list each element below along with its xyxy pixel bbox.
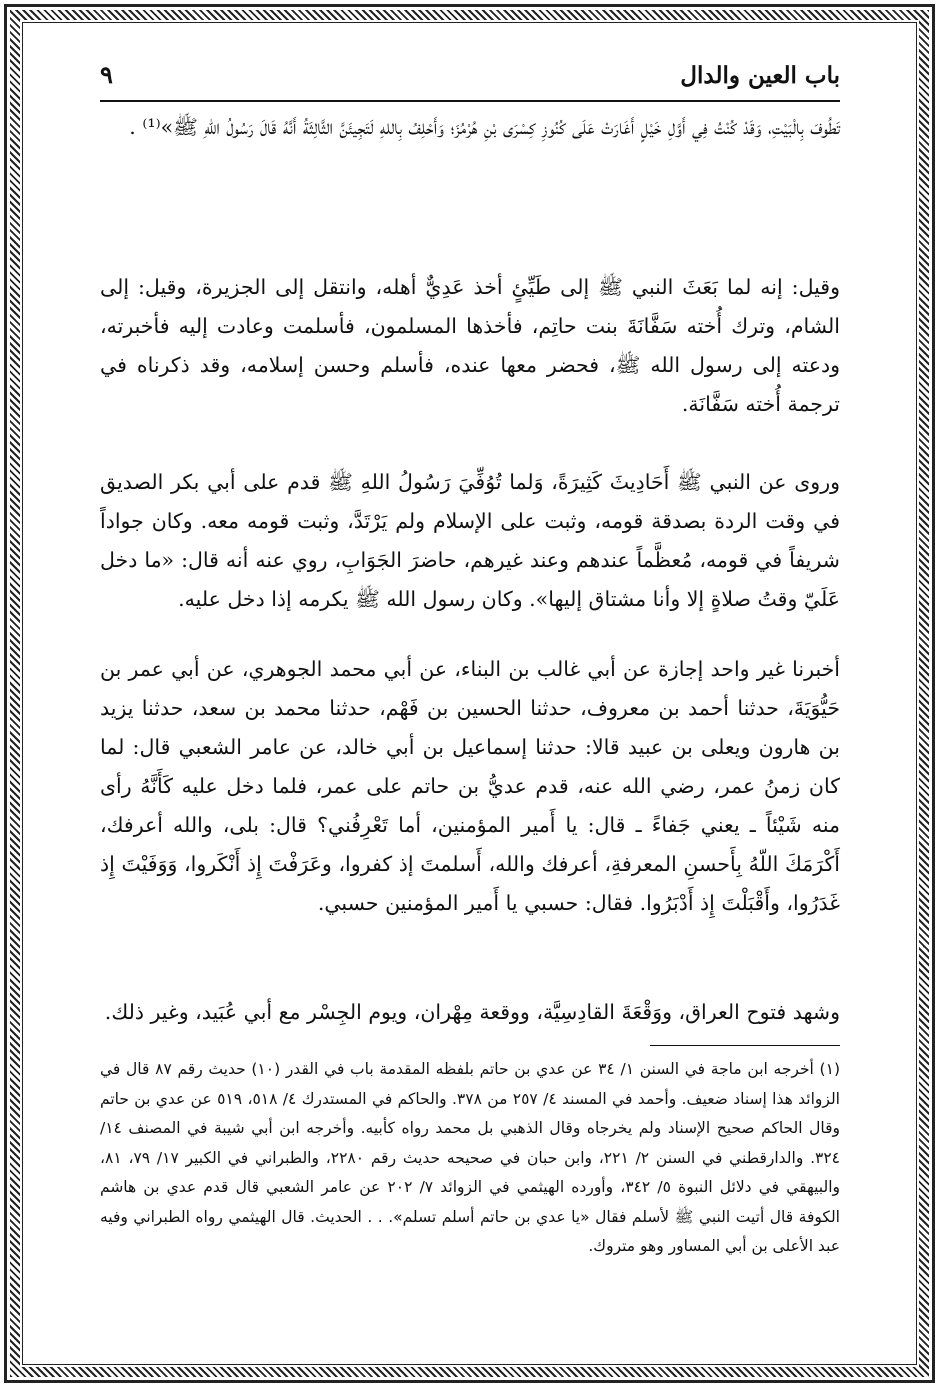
paragraph-conversion: وقيل: إنه لما بَعَثَ النبي ﷺ إلى طَيِّئٍ أخذ عَدِيٌّ أهله، وانتقل إلى الجزيرة، وقيل: إلى الشام، وترك أُخته سَفَّانَةَ بنت حاتِم، فأخذها المسلمون، فأسلمت وعادت إليه فأخبرته، ودعته إلى رسول الله ﷺ، فحضر معها عنده، فأسلم وحسن إسلامه، وقد ذكرناه في ترجمة أُخته سَفَّانَة.	[100, 275, 840, 416]
page-number: ٩	[100, 60, 113, 89]
paragraph-hadith-continuation: تَطُوفَ بِالْبَيْتِ، وَقَدْ كُنْتُ فِي أَوَّلِ خَيْلٍ أَغَارَتْ عَلَى كُنُوزِ كِسْرَى بْنِ هُرْمُزَ؛ وَأَحْلِفُ بِاللهِ لَتَجِيئَنَّ الثَّالِثَةُ أَنَّهُ قَالَ رَسُولُ اللهِ ﷺ»⁽¹⁾ .	[129, 115, 840, 139]
paragraph-narrations: وروى عن النبي ﷺ أَحَادِيثَ كَثِيرَةً، وَلما تُوُفِّيَ رَسُولُ اللهِ ﷺ قدم على أبي بكر الصديق في وقت الردة بصدقة قومه، وثبت على الإسلام ولم يَرْتَدَّ، وثبت قومه معه. وكان جواداً شريفاً في قومه، مُعظَّماً عندهم وعند غيرهم، حاضرَ الجَوَابِ، روي عنه أنه قال: «ما دخل عَلَيّ وقتُ صلاةٍ إلا وأنا مشتاق إليها». وكان رسول الله ﷺ يكرمه إذا دخل عليه.	[100, 470, 840, 611]
footnote-separator	[650, 1045, 840, 1046]
running-header	[100, 60, 840, 102]
paragraph-isnad: أخبرنا غير واحد إجازة عن أبي غالب بن البناء، عن أبي محمد الجوهري، عن أبي عمر بن حَيُّوَيَةَ، حدثنا أحمد بن معروف، حدثنا الحسين بن فَهْم، حدثنا محمد بن سعد، حدثنا يزيد بن هارون ويعلى بن عبيد قالا: حدثنا إسماعيل بن أبي خالد، عن عامر الشعبي قال: لما كان زمنُ عمر، رضي الله عنه، قدم عديُّ بن حاتم على عمر، فلما دخل عليه كَأَنَّهُ رأى منه شَيْئاً ـ يعني جَفاءً ـ قال: يا أَمير المؤمنين، أما تَعْرِفُني؟ قال: بلى، والله أعرفك، أَكْرَمَكَ اللّهُ بِأَحسنِ المعرفةِ، أعرفك والله، أَسلمتَ إذ كفروا، وعَرَفْتَ إِذ أَنْكَروا، وَوَفَيْتَ إِذ غَدَرُوا، وأَقْبَلْتَ إِذ أَدْبَرُوا. فقال: حسبي يا أَمير المؤمنين حسبي.	[100, 657, 840, 915]
paragraph-battles: وشهد فتوح العراق، ووَقْعَةَ القادِسِيَّة، ووقعة مِهْران، ويوم الجِسْر مع أبي عُبَيد، وغير ذلك.	[104, 1000, 840, 1024]
page-content	[100, 60, 841, 1255]
chapter-title: باب العين والدال	[680, 62, 840, 89]
footnote: (١) أخرجه ابن ماجة في السنن ١/ ٣٤ عن عدي بن حاتم بلفظه المقدمة باب في القدر (١٠) حديث رقم ٨٧ قال في الزوائد هذا إسناد ضعيف. وأحمد في المسند ٤/ ٢٥٧ من ٣٧٨. والحاكم في المستدرك ٤/ ٥١٨، ٥١٩ عن عدي بن حاتم وقال الحاكم صحيح الإسناد ولم يخرجاه وقال الذهبي بل محمد رواه كأبيه. وأخرجه ابن أبي شيبة في المصنف ١٤/ ٣٢٤. والدارقطني في السنن ٢/ ٢٢١، وابن حبان في صحيحه حديث رقم ٢٢٨٠، والطبراني في الكبير ١٧/ ٧٩، ٨١، والبيهقي في دلائل النبوة ٥/ ٣٤٢، وأورده الهيثمي في الزوائد ٧/ ٢٠٢ عن عامر الشعبي قال قدم عدي بن هاشم الكوفة قال أتيت النبي ﷺ لأسلم فقال «يا عدي بن حاتم أسلم تسلم». . . الحديث. قال الهيثمي رواه الطبراني وفيه عبد الأعلى بن أبي المساور وهو متروك.	[100, 1060, 841, 1255]
